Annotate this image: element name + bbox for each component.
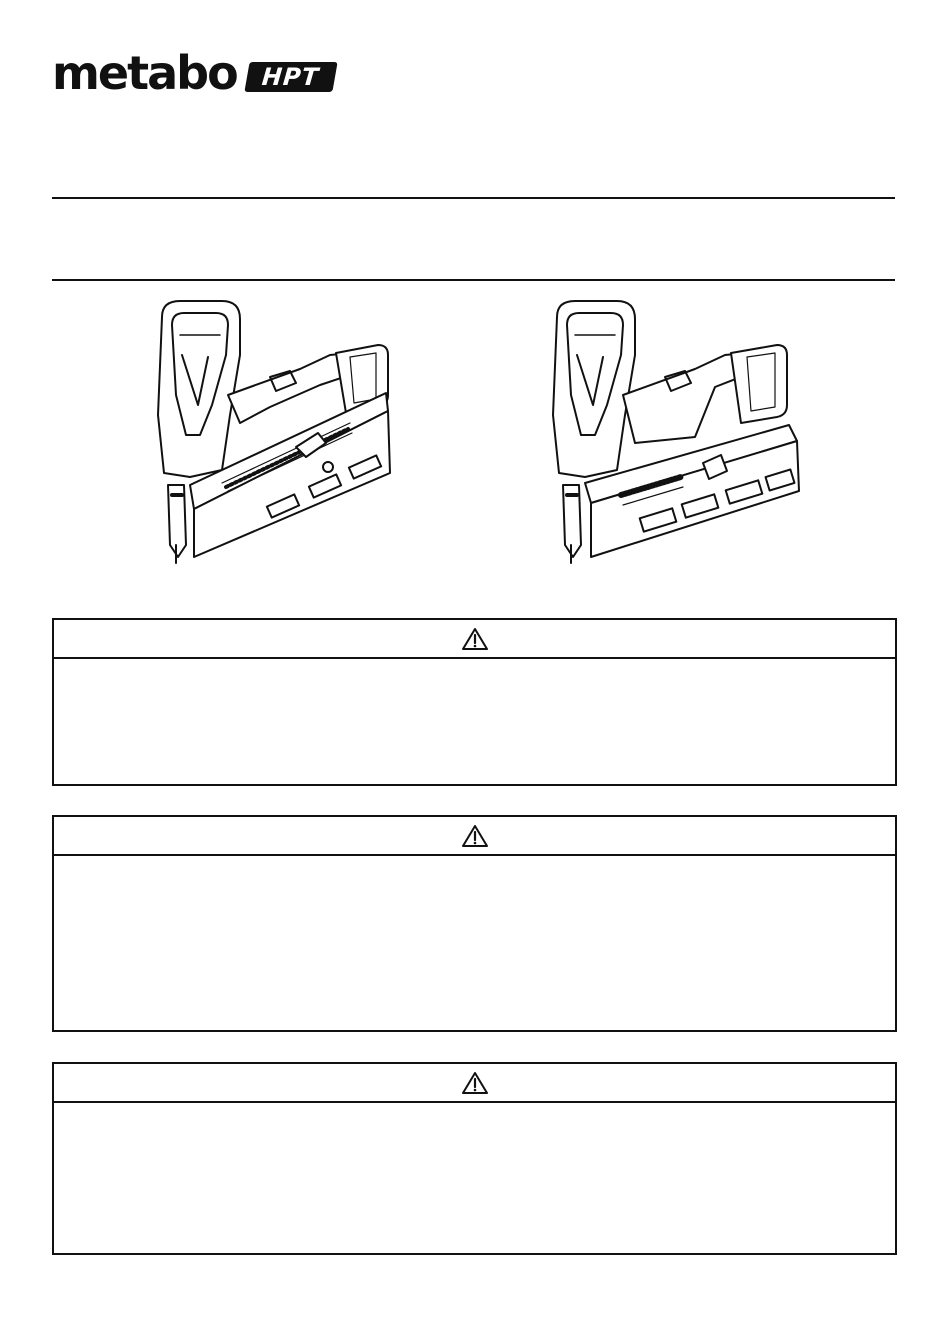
logo-badge: [244, 62, 337, 92]
warning-box-3-header: [54, 1064, 895, 1103]
logo-badge-text: HPT: [260, 63, 321, 91]
warning-triangle-icon: [461, 627, 489, 651]
warning-box-2-header: [54, 817, 895, 856]
warning-box-1-header: [54, 620, 895, 659]
nail-gun-illustration-left: [150, 295, 395, 565]
nail-gun-illustration-right: [545, 295, 805, 565]
logo-wordmark: metabo: [52, 46, 237, 100]
warning-triangle-icon: [461, 824, 489, 848]
title-rule-top: [52, 197, 895, 199]
warning-triangle-icon: [461, 1071, 489, 1095]
brand-logo: [52, 46, 335, 100]
title-rule-bottom: [52, 279, 895, 281]
warning-box-1: [52, 618, 897, 786]
warning-box-3: [52, 1062, 897, 1255]
warning-box-2: [52, 815, 897, 1032]
